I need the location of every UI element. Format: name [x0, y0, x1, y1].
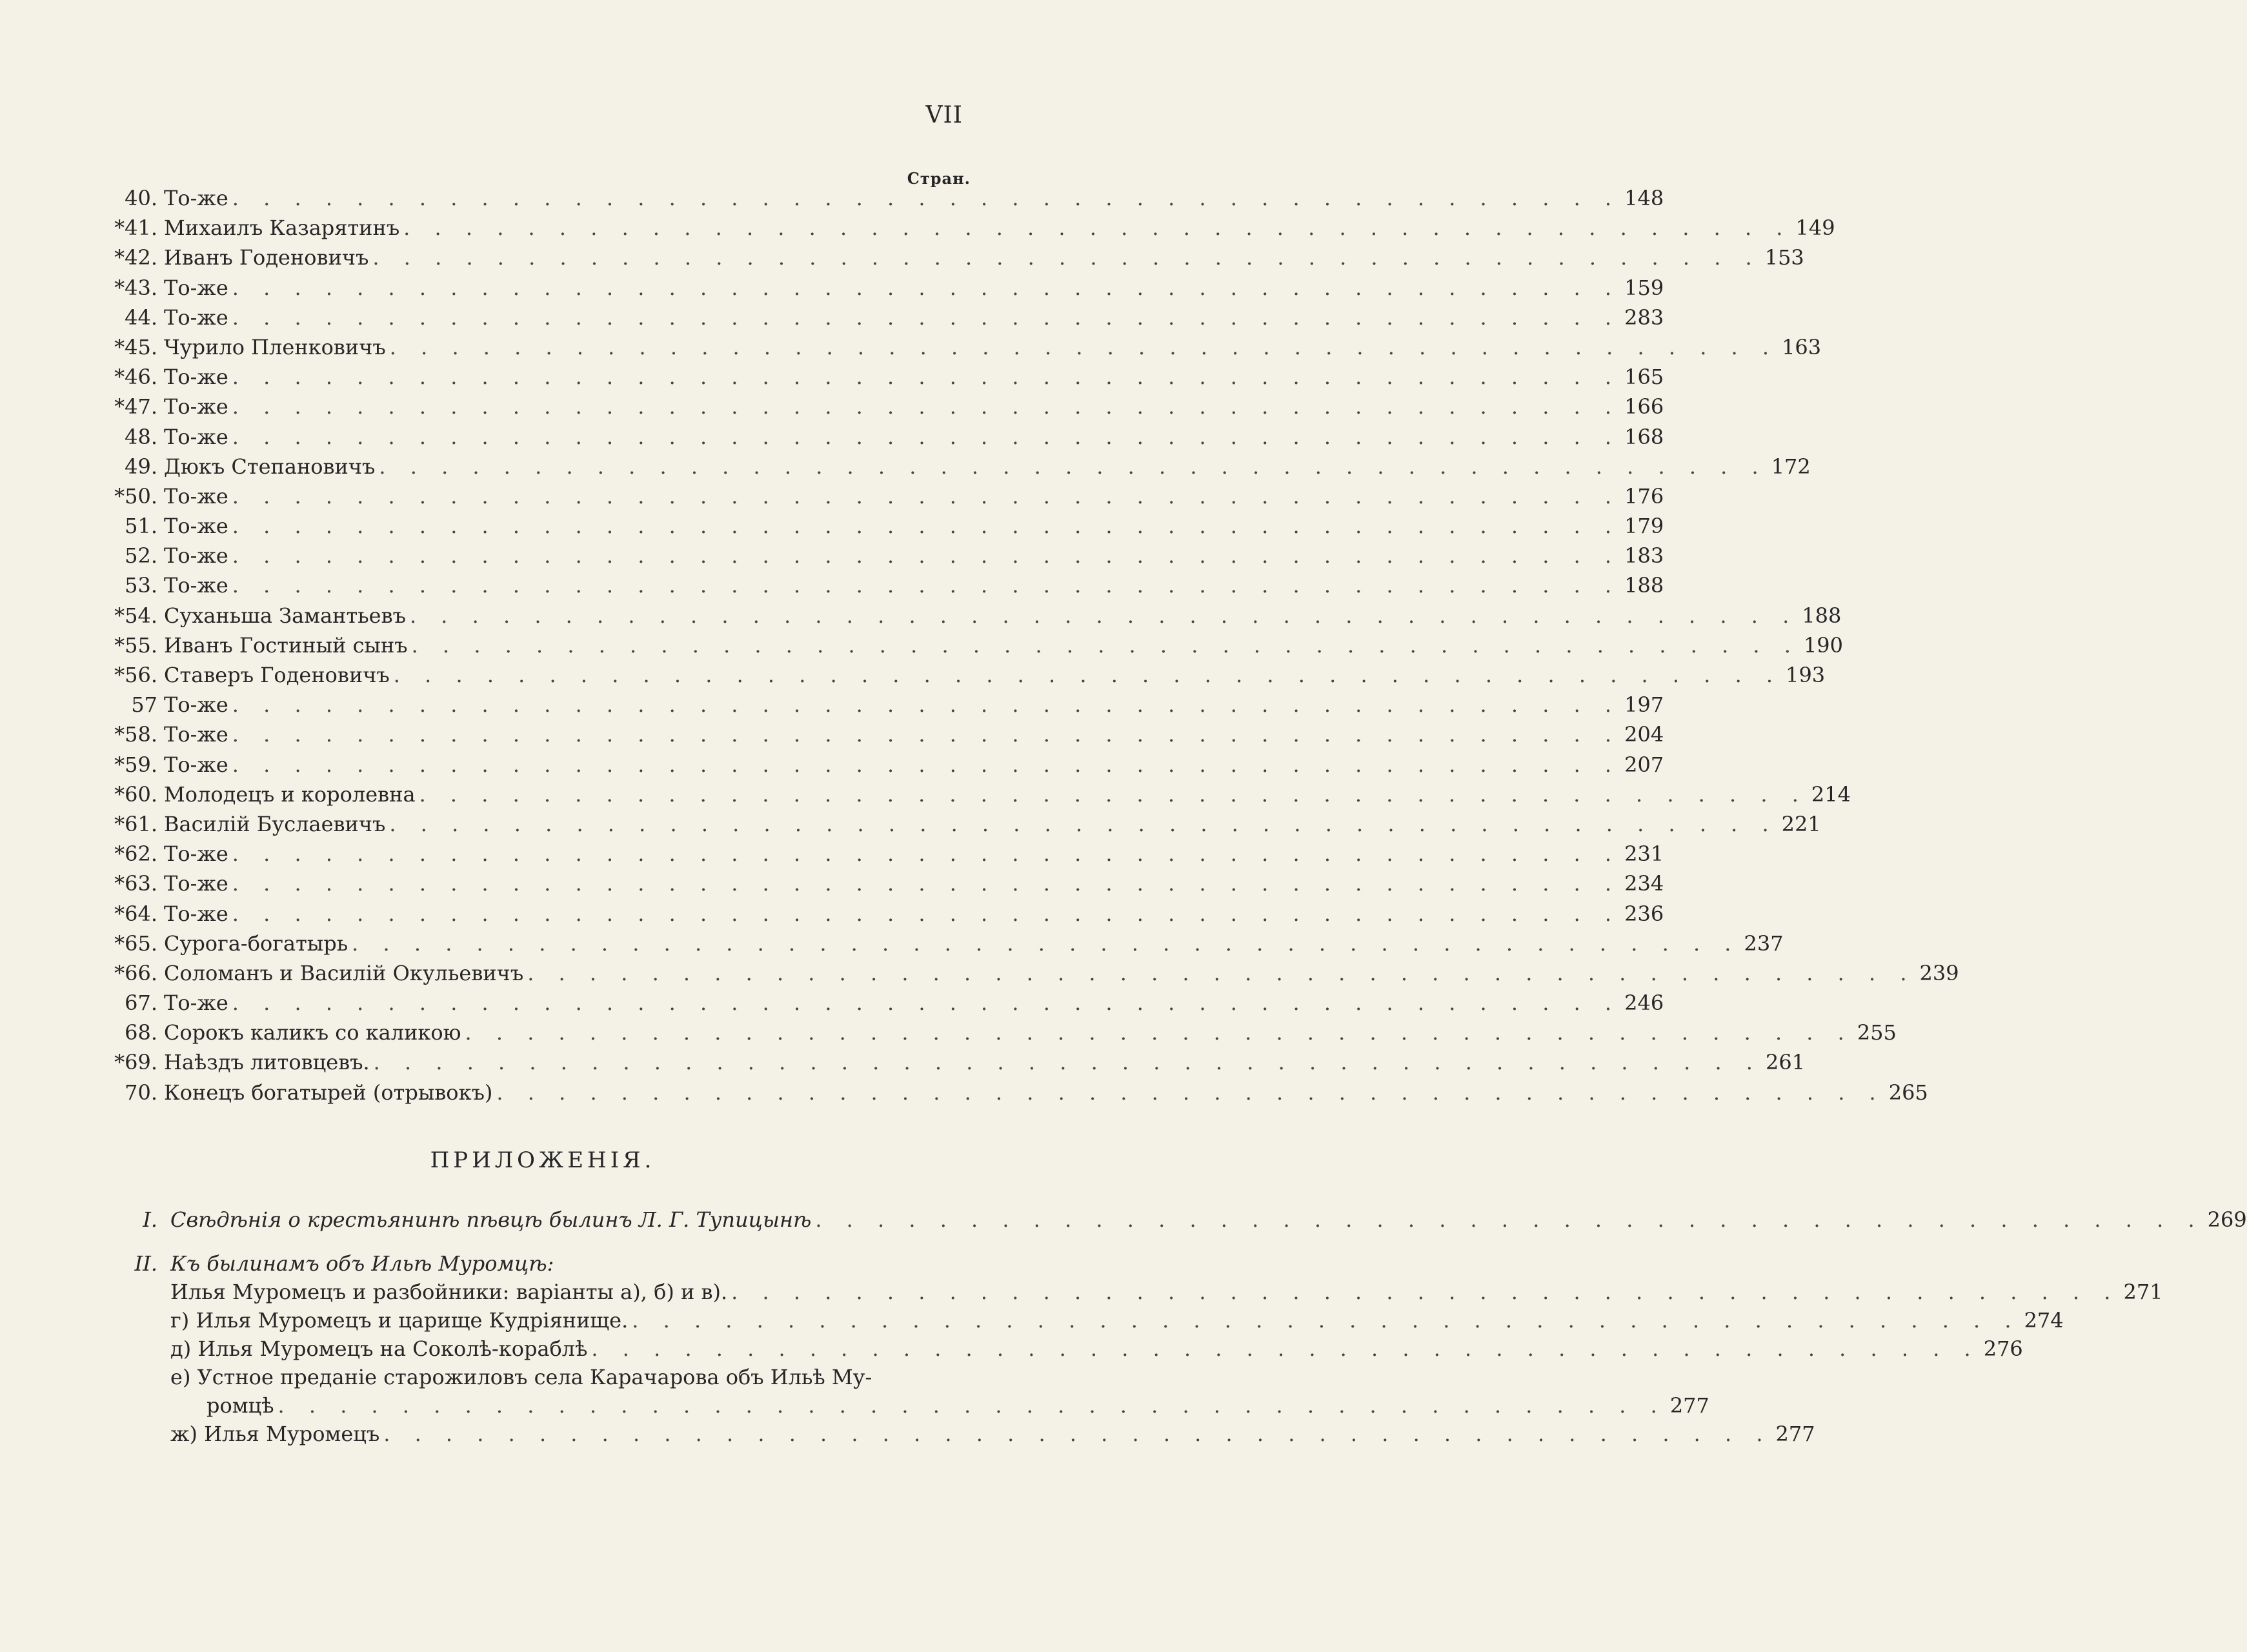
toc-entry — [103, 511, 1664, 541]
page-ref: 163 — [1782, 334, 1822, 359]
entry-title: Суханьша Замантьевъ — [164, 603, 406, 628]
entry-number: *56. — [114, 663, 157, 687]
toc-entry — [103, 929, 1784, 958]
entry-number: 53. — [125, 573, 157, 598]
entry-title: Василій Буслаевичъ — [164, 811, 386, 836]
toc-entry — [103, 303, 1664, 332]
page-ref: 165 — [1624, 365, 1664, 390]
toc-entry — [103, 660, 1826, 690]
entry-number: 44. — [125, 305, 157, 330]
leader-dots: . . . . . . . . . . . . . . . . . . . . . . . . . . . . . . . . . . . . . . . . . . . . . — [232, 365, 1621, 390]
entry-title: Ставеръ Годеновичъ — [164, 663, 390, 687]
page-ref: 234 — [1624, 871, 1664, 896]
entry-title: То-же — [164, 543, 228, 569]
page-ref: 197 — [1624, 692, 1664, 718]
entry-title: То-же — [164, 365, 228, 390]
entry-number: 51. — [125, 514, 157, 539]
leader-dots: . . . . . . . . . . . . . . . . . . . . . . . . . . . . . . . . . . . . . . . . . . . . . — [232, 692, 1621, 718]
page-ref: 176 — [1624, 483, 1664, 509]
toc-entry — [103, 422, 1664, 452]
toc-entry — [103, 213, 1835, 243]
page-ref: 188 — [1624, 573, 1664, 598]
leader-dots: . . . . . . . . . . . . . . . . . . . . . . . . . . . . . . . . . . . . . . . . . . . . . — [411, 632, 1800, 658]
toc-entry — [103, 332, 1822, 362]
leader-dots: . . . . . . . . . . . . . . . . . . . . . . . . . . . . . . . . . . . . . . . . . . . . . — [232, 424, 1621, 449]
page-ref: 269 — [2207, 1207, 2247, 1232]
page-ref: 193 — [1786, 663, 1826, 687]
page-column-header: Стран. — [907, 169, 971, 188]
page-ref: 179 — [1624, 514, 1664, 539]
appendix-item — [103, 1278, 2163, 1306]
leader-dots: . . . . . . . . . . . . . . . . . . . . . . . . . . . . . . . . . . . . . . . . . . . . . — [389, 811, 1778, 836]
leader-dots: . . . . . . . . . . . . . . . . . . . . . . . . . . . . . . . . . . . . . . . . . . . . . — [232, 841, 1621, 867]
entry-title: То-же — [164, 901, 228, 926]
entry-number: *58. — [114, 722, 157, 747]
page-ref: 271 — [2123, 1280, 2163, 1304]
toc-entry — [103, 362, 1664, 392]
entry-number: *64. — [114, 901, 157, 926]
entry-number: *54. — [114, 603, 157, 628]
leader-dots: . . . . . . . . . . . . . . . . . . . . . . . . . . . . . . . . . . . . . . . . . . . . . — [232, 722, 1621, 747]
appendix-item-text: е) Устное преданіе старожиловъ села Карачарова объ Ильѣ Му- — [170, 1365, 872, 1389]
leader-dots: . . . . . . . . . . . . . . . . . . . . . . . . . . . . . . . . . . . . . . . . . . . . . — [373, 1050, 1762, 1075]
entry-number: 48. — [125, 424, 157, 449]
entry-number: *41. — [114, 216, 157, 241]
leader-dots: . . . . . . . . . . . . . . . . . . . . . . . . . . . . . . . . . . . . . . . . . . . . . — [277, 1393, 1666, 1418]
leader-dots: . . . . . . . . . . . . . . . . . . . . . . . . . . . . . . . . . . . . . . . . . . . . . — [419, 781, 1808, 807]
entry-title: Чурило Пленковичъ — [164, 334, 386, 359]
entry-title: Конецъ богатырей (отрывокъ) — [164, 1080, 493, 1105]
leader-dots: . . . . . . . . . . . . . . . . . . . . . . . . . . . . . . . . . . . . . . . . . . . . . — [232, 305, 1621, 330]
appendix-item-text: г) Илья Муромецъ и царище Кудріянище. — [170, 1308, 629, 1333]
leader-dots: . . . . . . . . . . . . . . . . . . . . . . . . . . . . . . . . . . . . . . . . . . . . . — [232, 543, 1621, 569]
leader-dots: . . . . . . . . . . . . . . . . . . . . . . . . . . . . . . . . . . . . . . . . . . . . . — [591, 1336, 1980, 1361]
page-ref: 277 — [1775, 1422, 1815, 1446]
entry-title: То-же — [164, 871, 228, 896]
entry-number: *46. — [114, 365, 157, 390]
page-ref: 149 — [1795, 216, 1835, 241]
toc-entry — [103, 570, 1664, 600]
entry-title: Сорокъ каликъ со каликою — [164, 1020, 461, 1045]
leader-dots: . . . . . . . . . . . . . . . . . . . . . . . . . . . . . . . . . . . . . . . . . . . . . — [352, 931, 1740, 956]
appendix-item — [103, 1420, 1815, 1448]
page-ref: 159 — [1624, 275, 1664, 300]
leader-dots: . . . . . . . . . . . . . . . . . . . . . . . . . . . . . . . . . . . . . . . . . . . . . — [403, 216, 1792, 241]
entry-number: 40. — [125, 186, 157, 210]
entry-title: Дюкъ Степановичъ — [164, 454, 376, 479]
entry-number: 67. — [125, 991, 157, 1016]
leader-dots: . . . . . . . . . . . . . . . . . . . . . . . . . . . . . . . . . . . . . . . . . . . . . — [383, 1422, 1772, 1446]
appendix-item-continuation — [103, 1391, 1709, 1420]
page-ref: 168 — [1624, 424, 1664, 449]
appendix-item — [103, 1306, 2064, 1335]
page-ref: 148 — [1624, 186, 1664, 210]
entry-title: То-же — [164, 394, 228, 419]
entry-number: *42. — [114, 245, 157, 270]
appendix-section-number: II. — [134, 1251, 157, 1276]
page-ref: 276 — [1983, 1336, 2023, 1361]
toc-entry — [103, 630, 1844, 660]
leader-dots: . . . . . . . . . . . . . . . . . . . . . . . . . . . . . . . . . . . . . . . . . . . . . — [232, 394, 1621, 419]
leader-dots: . . . . . . . . . . . . . . . . . . . . . . . . . . . . . . . . . . . . . . . . . . . . . — [232, 275, 1621, 300]
page-ref: 236 — [1624, 901, 1664, 926]
appendix-list — [103, 1205, 2247, 1448]
toc-entry — [103, 750, 1664, 780]
entry-number: 57 — [131, 692, 157, 718]
toc-entry — [103, 392, 1664, 421]
leader-dots: . . . . . . . . . . . . . . . . . . . . . . . . . . . . . . . . . . . . . . . . . . . . . — [632, 1308, 2020, 1333]
entry-number: *60. — [114, 781, 157, 807]
toc-entry — [103, 780, 1851, 809]
appendix-item — [103, 1335, 2023, 1363]
appendix-section-title: Къ былинамъ объ Ильѣ Муромцѣ: — [170, 1251, 554, 1276]
toc-entry — [103, 899, 1664, 929]
leader-dots: . . . . . . . . . . . . . . . . . . . . . . . . . . . . . . . . . . . . . . . . . . . . . — [496, 1080, 1885, 1105]
toc-entry — [103, 1018, 1897, 1047]
leader-dots: . . . . . . . . . . . . . . . . . . . . . . . . . . . . . . . . . . . . . . . . . . . . . — [815, 1207, 2204, 1232]
page-ref: 274 — [2024, 1308, 2064, 1333]
leader-dots: . . . . . . . . . . . . . . . . . . . . . . . . . . . . . . . . . . . . . . . . . . . . . — [232, 752, 1621, 777]
entry-number: 68. — [125, 1020, 157, 1045]
toc-entry — [103, 988, 1664, 1018]
toc-entry — [103, 541, 1664, 570]
appendix-section-title: Свѣдѣнія о крестьянинѣ пѣвцѣ былинъ Л. Г. Тупицынѣ — [170, 1207, 812, 1232]
entry-number: *62. — [114, 841, 157, 867]
page-ref: 231 — [1624, 841, 1664, 867]
leader-dots: . . . . . . . . . . . . . . . . . . . . . . . . . . . . . . . . . . . . . . . . . . . . . — [232, 186, 1621, 210]
page-ref: 221 — [1781, 811, 1821, 836]
toc-entry — [103, 452, 1811, 481]
entry-title: Молодецъ и королевна — [164, 781, 416, 807]
entry-title: Михаилъ Казарятинъ — [164, 216, 400, 241]
entry-number: *69. — [114, 1050, 157, 1075]
appendix-item — [103, 1363, 963, 1391]
page-ref: 255 — [1857, 1020, 1897, 1045]
entry-number: 70. — [125, 1080, 157, 1105]
appendix-item-text: ромцѣ — [207, 1393, 274, 1418]
page-ref: 265 — [1888, 1080, 1928, 1105]
entry-title: Сурога-богатырь — [164, 931, 348, 956]
toc-entry — [103, 183, 1664, 213]
leader-dots: . . . . . . . . . . . . . . . . . . . . . . . . . . . . . . . . . . . . . . . . . . . . . — [379, 454, 1768, 479]
appendix-items — [103, 1278, 2163, 1448]
leader-dots: . . . . . . . . . . . . . . . . . . . . . . . . . . . . . . . . . . . . . . . . . . . . . — [731, 1280, 2120, 1304]
page-ref: 214 — [1811, 781, 1851, 807]
entry-number: *65. — [114, 931, 157, 956]
page-number: VII — [925, 102, 963, 128]
entry-title: То-же — [164, 275, 228, 300]
entry-title: То-же — [164, 483, 228, 509]
appendix-item-text: д) Илья Муромецъ на Соколѣ-кораблѣ — [170, 1336, 588, 1361]
leader-dots: . . . . . . . . . . . . . . . . . . . . . . . . . . . . . . . . . . . . . . . . . . . . . — [232, 483, 1621, 509]
toc-entry — [103, 601, 1842, 630]
page-ref: 237 — [1744, 931, 1784, 956]
page-ref: 246 — [1624, 991, 1664, 1016]
entry-title: Наѣздъ литовцевъ. — [164, 1050, 370, 1075]
page-ref: 183 — [1624, 543, 1664, 569]
appendix-heading: ПРИЛОЖЕНІЯ. — [430, 1147, 656, 1173]
entry-title: То-же — [164, 752, 228, 777]
page-ref: 166 — [1624, 394, 1664, 419]
page-ref: 207 — [1624, 752, 1664, 777]
page-ref: 277 — [1669, 1393, 1709, 1418]
appendix-item-text: Илья Муромецъ и разбойники: варіанты а), б) и в). — [170, 1280, 728, 1304]
entry-number: *61. — [114, 811, 157, 836]
entry-title: То-же — [164, 514, 228, 539]
page-ref: 153 — [1764, 245, 1804, 270]
toc-entry — [103, 720, 1664, 749]
entry-number: 52. — [125, 543, 157, 569]
leader-dots: . . . . . . . . . . . . . . . . . . . . . . . . . . . . . . . . . . . . . . . . . . . . . — [232, 871, 1621, 896]
entry-title: То-же — [164, 841, 228, 867]
toc-entry — [103, 481, 1664, 511]
entry-number: 49. — [125, 454, 157, 479]
toc-entry — [103, 839, 1664, 869]
toc-entry — [103, 243, 1804, 272]
entry-title: То-же — [164, 692, 228, 718]
leader-dots: . . . . . . . . . . . . . . . . . . . . . . . . . . . . . . . . . . . . . . . . . . . . . — [232, 991, 1621, 1016]
leader-dots: . . . . . . . . . . . . . . . . . . . . . . . . . . . . . . . . . . . . . . . . . . . . . — [372, 245, 1761, 270]
page-ref: 204 — [1624, 722, 1664, 747]
leader-dots: . . . . . . . . . . . . . . . . . . . . . . . . . . . . . . . . . . . . . . . . . . . . . — [409, 603, 1799, 628]
entry-title: Иванъ Гостиный сынъ — [164, 632, 408, 658]
entry-number: *59. — [114, 752, 157, 777]
page-ref: 172 — [1771, 454, 1811, 479]
toc-entry — [103, 958, 1959, 988]
toc-entry — [103, 1047, 1806, 1077]
appendix-section-1 — [103, 1205, 2247, 1234]
entry-title: То-же — [164, 305, 228, 330]
entry-number: *45. — [114, 334, 157, 359]
entry-title: То-же — [164, 573, 228, 598]
leader-dots: . . . . . . . . . . . . . . . . . . . . . . . . . . . . . . . . . . . . . . . . . . . . . — [232, 573, 1621, 598]
entry-title: Иванъ Годеновичъ — [164, 245, 369, 270]
toc-entry — [103, 273, 1664, 303]
table-of-contents — [103, 183, 1959, 1107]
entry-number: *50. — [114, 483, 157, 509]
entry-number: *63. — [114, 871, 157, 896]
toc-entry — [103, 869, 1664, 898]
entry-title: То-же — [164, 991, 228, 1016]
entry-number: *66. — [114, 960, 157, 985]
leader-dots: . . . . . . . . . . . . . . . . . . . . . . . . . . . . . . . . . . . . . . . . . . . . . — [527, 960, 1916, 985]
entry-number: *43. — [114, 275, 157, 300]
page-ref: 188 — [1802, 603, 1842, 628]
entry-number: *47. — [114, 394, 157, 419]
entry-title: Соломанъ и Василій Окульевичъ — [164, 960, 524, 985]
entry-title: То-же — [164, 424, 228, 449]
leader-dots: . . . . . . . . . . . . . . . . . . . . . . . . . . . . . . . . . . . . . . . . . . . . . — [465, 1020, 1853, 1045]
entry-number: *55. — [114, 632, 157, 658]
entry-title: То-же — [164, 722, 228, 747]
leader-dots: . . . . . . . . . . . . . . . . . . . . . . . . . . . . . . . . . . . . . . . . . . . . . — [232, 901, 1621, 926]
leader-dots: . . . . . . . . . . . . . . . . . . . . . . . . . . . . . . . . . . . . . . . . . . . . . — [393, 663, 1782, 687]
page-ref: 261 — [1765, 1050, 1806, 1075]
leader-dots: . . . . . . . . . . . . . . . . . . . . . . . . . . . . . . . . . . . . . . . . . . . . . — [389, 334, 1778, 359]
toc-entry — [103, 690, 1664, 720]
leader-dots: . . . . . . . . . . . . . . . . . . . . . . . . . . . . . . . . . . . . . . . . . . . . . — [232, 514, 1621, 539]
page-ref: 283 — [1624, 305, 1664, 330]
page-ref: 190 — [1803, 632, 1844, 658]
entry-title: То-же — [164, 186, 228, 210]
toc-entry — [103, 1078, 1928, 1107]
appendix-item-text: ж) Илья Муромецъ — [170, 1422, 380, 1446]
page-ref: 239 — [1919, 960, 1959, 985]
toc-entry — [103, 809, 1821, 839]
appendix-section-2 — [103, 1249, 963, 1278]
appendix-section-number: I. — [143, 1207, 157, 1232]
